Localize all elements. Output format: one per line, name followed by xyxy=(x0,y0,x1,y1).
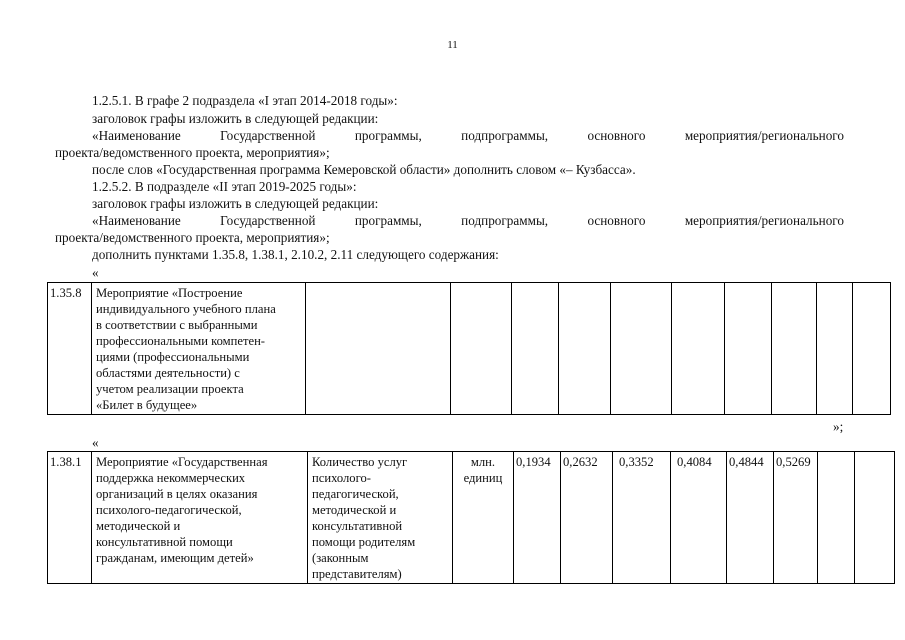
empty-cell xyxy=(853,283,891,415)
text-line: «Билет в будущее» xyxy=(96,398,198,412)
paragraph-1-2-5-1: 1.2.5.1. В графе 2 подраздела «I этап 2014-2018 годы»: xyxy=(92,93,398,108)
quote-close-1: »; xyxy=(833,419,844,434)
empty-cell xyxy=(672,283,725,415)
item-name xyxy=(92,452,308,584)
text-line: Количество услуг xyxy=(312,455,408,469)
text-line: Мероприятие «Построение xyxy=(96,286,243,300)
text-line: методической и xyxy=(312,503,397,517)
word: подпрограммы, xyxy=(461,213,549,228)
text-line: консультативной xyxy=(312,519,403,533)
paragraph-1-2-5-2: 1.2.5.2. В подразделе «II этап 2019-2025 годы»: xyxy=(92,179,357,194)
quote-open-1: « xyxy=(92,265,99,280)
word: основного xyxy=(587,128,646,143)
empty-cell xyxy=(818,452,855,584)
word: программы, xyxy=(354,128,422,143)
empty-cell xyxy=(855,452,895,584)
text-line: психолого-педагогической, xyxy=(96,503,242,517)
item-number: 1.35.8 xyxy=(48,283,92,415)
value-cell: 0,5269 xyxy=(774,452,818,584)
text-line: индивидуального учебного плана xyxy=(96,302,276,316)
paragraph-new-heading-2 xyxy=(92,212,844,229)
text-line: областями деятельности) с xyxy=(96,366,240,380)
text-line: циями (профессиональными xyxy=(96,350,250,364)
paragraph-header-instruction: заголовок графы изложить в следующей редакции: xyxy=(92,111,379,126)
paragraph-new-heading-1-cont: проекта/ведомственного проекта, мероприятия»; xyxy=(55,145,330,160)
paragraph-add-items: дополнить пунктами 1.35.8, 1.38.1, 2.10.2, 2.11 следующего содержания: xyxy=(92,247,499,262)
text-line: профессиональными компетен- xyxy=(96,334,266,348)
value-cell: 0,4844 xyxy=(727,452,774,584)
text-line: помощи родителям xyxy=(312,535,416,549)
text-line: гражданам, имеющим детей» xyxy=(96,551,254,565)
unit-line: млн. xyxy=(470,455,496,469)
paragraph-add-word: после слов «Государственная программа Кемеровской области» дополнить словом «– Кузбасса». xyxy=(92,162,636,177)
value-cell: 0,4084 xyxy=(671,452,727,584)
word: «Наименование xyxy=(92,213,181,228)
value-cell: 0,3352 xyxy=(613,452,671,584)
empty-cell xyxy=(611,283,672,415)
table-row xyxy=(48,283,891,415)
text-line: в соответствии с выбранными xyxy=(96,318,258,332)
word: «Наименование xyxy=(92,128,181,143)
item-number: 1.38.1 xyxy=(48,452,92,584)
text-line: педагогической, xyxy=(312,487,399,501)
word: Государственной xyxy=(220,213,316,228)
page-number: 11 xyxy=(447,39,458,51)
text-line: поддержка некоммерческих xyxy=(96,471,246,485)
paragraph-header-instruction-2: заголовок графы изложить в следующей редакции: xyxy=(92,196,379,211)
unit-line: единиц xyxy=(463,471,503,485)
word: мероприятия/регионального xyxy=(684,128,844,143)
empty-cell xyxy=(451,283,512,415)
table-item-1-35-8 xyxy=(47,282,891,415)
unit-cell xyxy=(453,452,514,584)
word: мероприятия/регионального xyxy=(684,213,844,228)
empty-cell xyxy=(559,283,611,415)
table-row xyxy=(48,452,895,584)
word: Государственной xyxy=(220,128,316,143)
word: основного xyxy=(587,213,646,228)
text-line: (законным xyxy=(312,551,369,565)
text-line: методической и xyxy=(96,519,181,533)
value-cell: 0,1934 xyxy=(514,452,561,584)
text-line: консультативной помощи xyxy=(96,535,233,549)
empty-cell xyxy=(306,283,451,415)
value-cell: 0,2632 xyxy=(561,452,613,584)
quote-open-2: « xyxy=(92,435,99,450)
word: программы, xyxy=(354,213,422,228)
empty-cell xyxy=(772,283,817,415)
text-line: организаций в целях оказания xyxy=(96,487,258,501)
text-line: учетом реализации проекта xyxy=(96,382,244,396)
empty-cell xyxy=(725,283,772,415)
paragraph-new-heading-1 xyxy=(92,127,844,144)
table-item-1-38-1 xyxy=(47,451,895,584)
empty-cell xyxy=(817,283,853,415)
word: подпрограммы, xyxy=(461,128,549,143)
indicator-name xyxy=(308,452,453,584)
paragraph-new-heading-2-cont: проекта/ведомственного проекта, мероприятия»; xyxy=(55,230,330,245)
text-line: представителям) xyxy=(312,567,402,581)
text-line: Мероприятие «Государственная xyxy=(96,455,268,469)
text-line: психолого- xyxy=(312,471,371,485)
empty-cell xyxy=(512,283,559,415)
item-name xyxy=(92,283,306,415)
